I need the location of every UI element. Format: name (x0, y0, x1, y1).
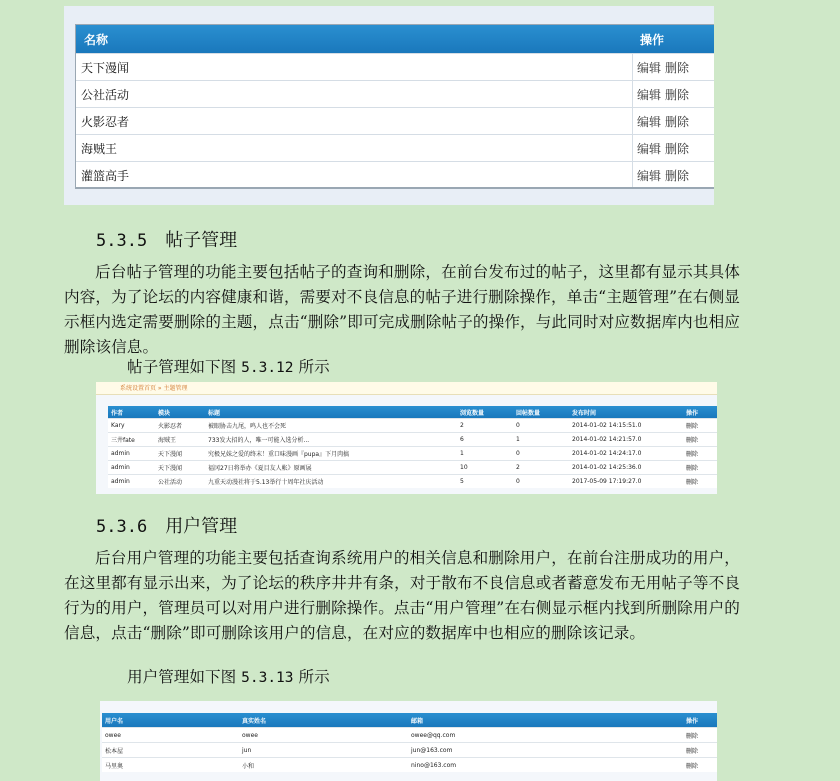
header-actions: 操作 (683, 713, 717, 728)
section-heading-535 (96, 226, 237, 252)
caption-suffix: 所示 (298, 668, 330, 686)
board-name: 火影忍者 (81, 114, 130, 129)
caption-figure-number: 5.3.12 (241, 360, 294, 376)
cell-time: 2014-01-02 14:25:36.0 (569, 461, 683, 475)
cell-username: 马里奥 (102, 758, 239, 773)
header-username: 用户名 (102, 713, 239, 728)
cell-username: owee (102, 728, 239, 743)
header-views: 浏览数量 (457, 406, 513, 419)
cell-title[interactable]: 被眼胁击九尾，鸣人也不会死 (205, 419, 457, 433)
cell-replies: 0 (513, 475, 569, 489)
table-row (108, 433, 717, 447)
topic-table-header (108, 406, 717, 419)
section-paragraph-536: 后台用户管理的功能主要包括查询系统用户的相关信息和删除用户，在前台注册成功的用户，在这里都有显示出来，为了论坛的秩序井井有条，对于散布不良信息或者蓄意发布无用帖子等不良行为的用户，管理员可以对用户进行删除操作。点击“用户管理”在右侧显示框内找到所删除用户的信息，点击“删除”即可删除该用户的信息，在对应的数据库中也相应的删除该记录。 (64, 549, 740, 642)
section-title: 帖子管理 (165, 230, 238, 251)
section-title: 用户管理 (165, 516, 238, 537)
cell-realname: 小和 (239, 758, 408, 773)
section-paragraph-535: 后台帖子管理的功能主要包括帖子的查询和删除，在前台发布过的帖子，这里都有显示其具体内容，为了论坛的内容健康和谐，需要对不良信息的帖子进行删除操作，单击“主题管理”在右侧显示框内选定需要删除的主题，点击“删除”即可完成删除帖子的操作，与此同时对应数据库内也相应删除该信息。 (64, 263, 740, 356)
table-row (108, 475, 717, 489)
delete-link[interactable]: 删除 (683, 447, 717, 461)
cell-views: 10 (457, 461, 513, 475)
cell-title[interactable]: 733发大招的人，唯一可能入选分析... (205, 433, 457, 447)
section-number: 5.3.5 (96, 231, 148, 251)
cell-author: 三井fate (108, 433, 155, 447)
delete-link[interactable]: 删除 (683, 433, 717, 447)
table-row (76, 80, 714, 107)
delete-link[interactable]: 删除 (665, 87, 690, 102)
cell-author: Kary (108, 419, 155, 433)
board-name: 公社活动 (81, 87, 130, 102)
edit-link[interactable]: 编辑 (637, 87, 662, 102)
table-row (76, 161, 714, 188)
figure-caption-5312 (127, 355, 330, 380)
table-row (102, 728, 717, 743)
header-module: 模块 (155, 406, 205, 419)
cell-title[interactable]: 福冈27日将举办《夏目友人帐》原画展 (205, 461, 457, 475)
table-row (102, 743, 717, 758)
user-table (102, 713, 717, 772)
header-name: 名称 (84, 32, 109, 47)
cell-author: admin (108, 461, 155, 475)
cell-email: nino@163.com (408, 758, 683, 773)
header-email: 邮箱 (408, 713, 683, 728)
section-number: 5.3.6 (96, 517, 148, 537)
delete-link[interactable]: 删除 (683, 758, 717, 773)
topic-management-screenshot (96, 382, 717, 494)
cell-replies: 0 (513, 447, 569, 461)
header-author: 作者 (108, 406, 155, 419)
table-row (76, 107, 714, 134)
cell-replies: 0 (513, 419, 569, 433)
edit-link[interactable]: 编辑 (637, 141, 662, 156)
table-row (108, 419, 717, 433)
section-heading-536 (96, 512, 237, 538)
cell-time: 2014-01-02 14:15:51.0 (569, 419, 683, 433)
header-time: 发布时间 (569, 406, 683, 419)
delete-link[interactable]: 删除 (665, 141, 690, 156)
cell-replies: 1 (513, 433, 569, 447)
table-row (76, 53, 714, 80)
cell-title[interactable]: 究极兄妹之爱的终末！重口味漫画『pupa』下月肉搞 (205, 447, 457, 461)
cell-realname: owee (239, 728, 408, 743)
cell-email: jun@163.com (408, 743, 683, 758)
delete-link[interactable]: 删除 (665, 168, 690, 183)
user-management-screenshot (100, 701, 717, 781)
delete-link[interactable]: 删除 (665, 60, 690, 75)
table-row (108, 447, 717, 461)
cell-views: 1 (457, 447, 513, 461)
cell-module: 天下漫闻 (155, 447, 205, 461)
cell-time: 2014-01-02 14:24:17.0 (569, 447, 683, 461)
figure-caption-5313 (127, 665, 330, 690)
board-table (75, 24, 714, 189)
header-replies: 回帖数量 (513, 406, 569, 419)
caption-suffix: 所示 (298, 358, 330, 376)
cell-realname: jun (239, 743, 408, 758)
delete-link[interactable]: 删除 (665, 114, 690, 129)
delete-link[interactable]: 删除 (683, 728, 717, 743)
board-name: 海贼王 (81, 141, 118, 156)
delete-link[interactable]: 删除 (683, 743, 717, 758)
cell-email: owee@qq.com (408, 728, 683, 743)
table-row (102, 758, 717, 773)
board-name: 天下漫闻 (81, 60, 130, 75)
edit-link[interactable]: 编辑 (637, 60, 662, 75)
delete-link[interactable]: 删除 (683, 419, 717, 433)
header-actions: 操作 (640, 32, 665, 47)
header-title: 标题 (205, 406, 457, 419)
edit-link[interactable]: 编辑 (637, 168, 662, 183)
board-table-header (76, 25, 714, 53)
cell-views: 5 (457, 475, 513, 489)
cell-author: admin (108, 447, 155, 461)
cell-module: 海贼王 (155, 433, 205, 447)
cell-username: 松本屋 (102, 743, 239, 758)
cell-views: 6 (457, 433, 513, 447)
cell-title[interactable]: 九重天动漫社将于5.13举行十周年社庆活动 (205, 475, 457, 489)
topic-table (108, 406, 717, 488)
table-row (76, 134, 714, 161)
caption-figure-number: 5.3.13 (241, 670, 294, 686)
user-table-header (102, 713, 717, 728)
table-row (108, 461, 717, 475)
caption-text: 帖子管理如下图 (127, 358, 237, 376)
cell-module: 公社活动 (155, 475, 205, 489)
edit-link[interactable]: 编辑 (637, 114, 662, 129)
cell-time: 2014-01-02 14:21:57.0 (569, 433, 683, 447)
cell-module: 火影忍者 (155, 419, 205, 433)
delete-link[interactable]: 删除 (683, 461, 717, 475)
breadcrumb: 系统设置首页 » 主题管理 (96, 382, 717, 395)
caption-text: 用户管理如下图 (127, 668, 237, 686)
header-actions: 操作 (683, 406, 717, 419)
delete-link[interactable]: 删除 (683, 475, 717, 489)
board-name: 灌篮高手 (81, 168, 130, 183)
cell-replies: 2 (513, 461, 569, 475)
table-bottom-border (75, 187, 714, 189)
cell-module: 天下漫闻 (155, 461, 205, 475)
header-realname: 真实姓名 (239, 713, 408, 728)
cell-views: 2 (457, 419, 513, 433)
board-management-screenshot (64, 6, 714, 205)
cell-author: admin (108, 475, 155, 489)
cell-time: 2017-05-09 17:19:27.0 (569, 475, 683, 489)
